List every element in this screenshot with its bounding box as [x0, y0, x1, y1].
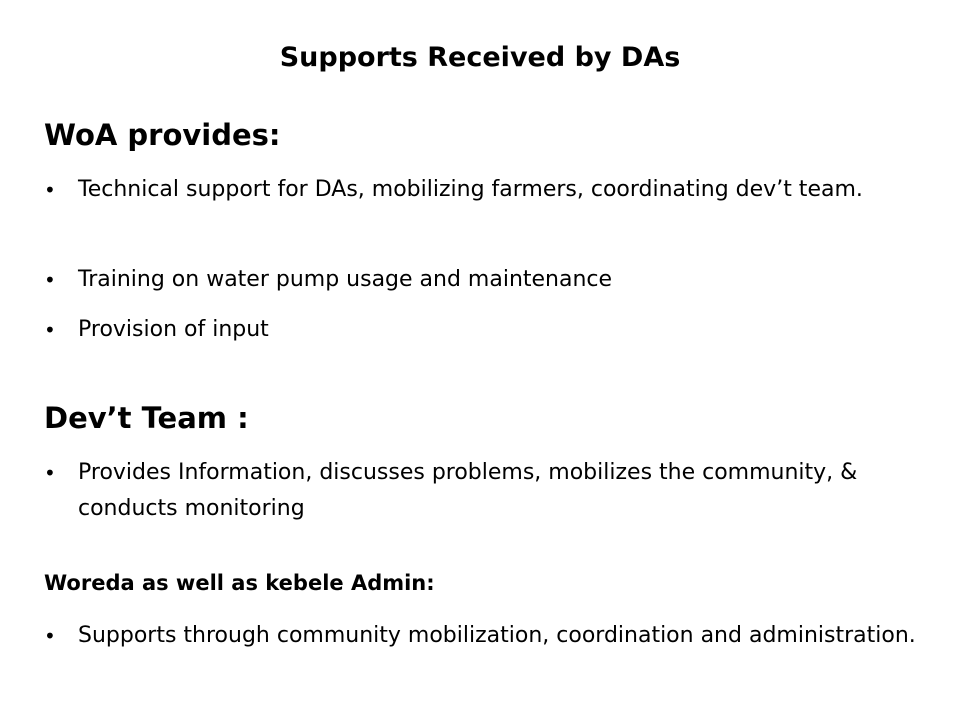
section-heading-devt-team: Dev’t Team : — [44, 401, 249, 435]
bullet-text: Provision of input — [78, 317, 269, 342]
bullet-text: Provides Information, discusses problems, mobilizes the community, & conducts monitoring — [78, 460, 858, 521]
bullet-text: Supports through community mobilization, coordination and administration. — [78, 623, 916, 648]
bullet-icon: • — [44, 178, 56, 202]
section-heading-woreda-admin: Woreda as well as kebele Admin: — [44, 571, 435, 595]
bullet-icon: • — [44, 624, 56, 648]
bullet-item — [44, 455, 924, 527]
section-heading-woa: WoA provides: — [44, 118, 281, 152]
bullet-icon: • — [44, 318, 56, 342]
bullet-icon: • — [44, 268, 56, 292]
bullet-text: Training on water pump usage and maintenance — [78, 267, 613, 292]
slide-title: Supports Received by DAs — [279, 42, 681, 73]
bullet-item — [44, 312, 924, 348]
bullet-item — [44, 618, 924, 654]
bullet-icon: • — [44, 461, 56, 485]
bullet-item — [44, 172, 924, 208]
bullet-item — [44, 262, 924, 298]
bullet-text: Technical support for DAs, mobilizing farmers, coordinating dev’t team. — [78, 177, 863, 202]
